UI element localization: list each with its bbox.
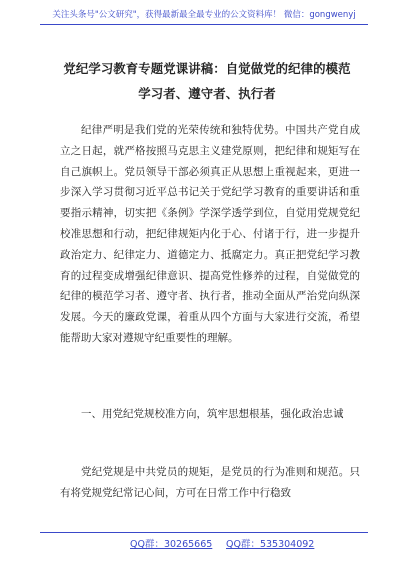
footer-qq-group-1[interactable]: QQ群：30265665 [130,539,213,550]
paragraph-text: 党纪党规是中共党员的规矩，是党员的行为准则和规范。只有将党规党纪常记心间，方可在日常工作中行稳致 [60,466,360,499]
header-note: 关注头条号"公文研究"，获得最新最全最专业的公文资料库！ 微信：gongwenyj [52,10,356,20]
section-heading [60,404,360,425]
footer-qq-group-2[interactable]: QQ群：535304092 [226,539,315,550]
header-divider [40,24,368,25]
paragraph-text: 纪律严明是我们党的光荣传统和独特优势。中国共产党自成立之日起，就严格按照马克思主义建党原则，把纪律和规矩写在自己旗帜上。党员领导干部必须真正从思想上重视起来，更进一步深入学习贯彻习近平总书记关于党纪学习教育的重要讲话和重要指示精神，切实把《条例》学深学透学到位，自觉用党规党纪校准思想和行动，把纪律规矩内化于心、付诸于行，进一步提升政治定力、纪律定力、道德定力、抵腐定力。真正把党纪学习教育的过程变成增强纪律意识、提高党性修养的过程，自觉做党的纪律的模范学习者、遵守者、执行者，推动全面从严治党向纵深发展。今天的廉政党课，着重从四个方面与大家进行交流，希望能帮助大家对遵规守纪重要性的理解。 [60,124,360,344]
body-paragraph-2 [60,462,360,504]
section-heading-text: 一、用党纪党规校准方向，筑牢思想根基，强化政治忠诚 [81,408,344,420]
footer-divider [40,532,368,533]
document-title: 党纪学习教育专题党课讲稿：自觉做党的纪律的模范学习者、遵守者、执行者 [63,61,351,101]
body-paragraph-1 [60,120,360,349]
